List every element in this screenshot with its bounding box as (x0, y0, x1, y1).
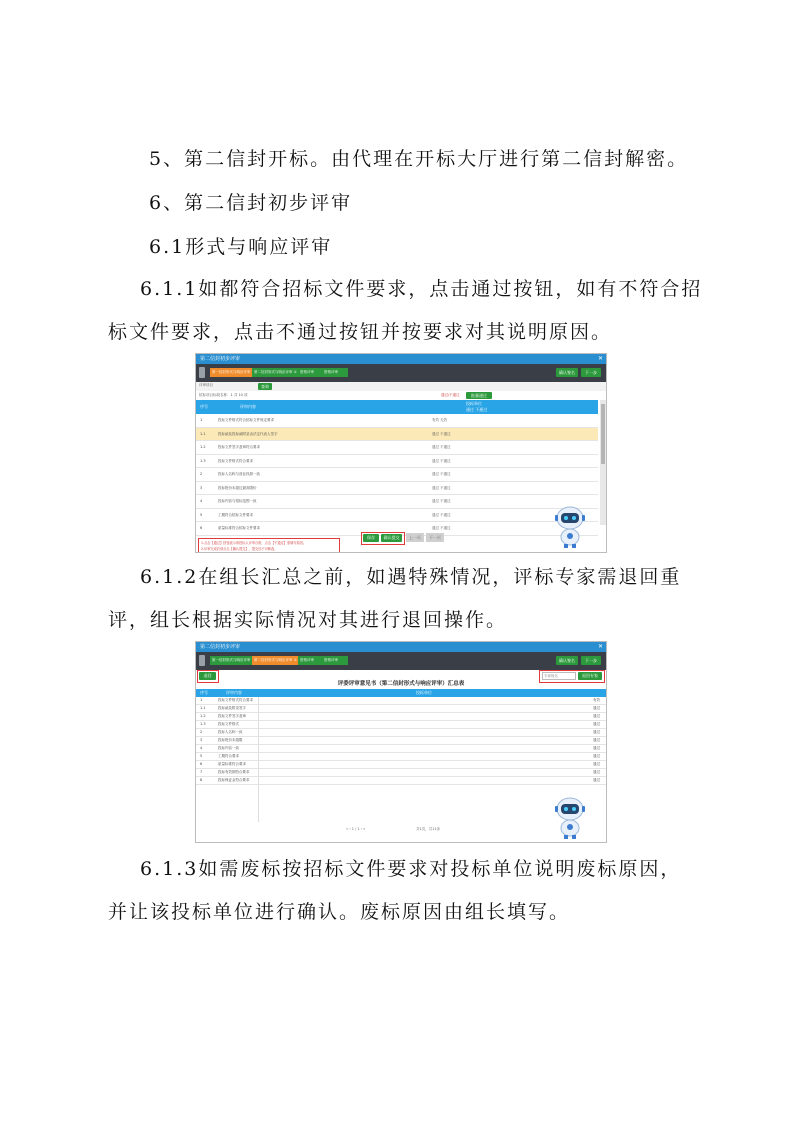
col-content: 评审内容 (240, 404, 256, 409)
row-number: 1.2 (200, 714, 206, 718)
row-number: 1 (200, 418, 203, 422)
row-content: 投标文件格式符合要求 (218, 458, 253, 463)
col-bidder-2: 投标单位 (416, 690, 432, 695)
toolbar-2 (196, 652, 606, 670)
pass-fail-radio[interactable]: 通过 不通过 (432, 472, 451, 476)
pass-fail-radio[interactable]: 有效 无效 (432, 418, 448, 422)
row-result: 通过 (593, 738, 600, 742)
tab-qualification-2[interactable]: 资格评审 (322, 368, 348, 377)
row-number: 1.3 (200, 722, 206, 726)
filter-bar (196, 382, 606, 391)
info-text: 招标项目标段名称：1 共 10 项 (199, 393, 248, 397)
row-number: 4 (200, 499, 203, 503)
row-content: 投标文件签字盖章 (218, 714, 246, 718)
summary-table-header (196, 689, 606, 697)
row-content: 投标文件格式符合招标文件规定要求 (218, 418, 274, 422)
pagination[interactable]: « ‹ 1 / 1 › » (346, 827, 366, 831)
row-content: 投标报价未超限 (218, 738, 243, 742)
row-content: 质量标准符合招标文件要求 (218, 526, 260, 530)
column-divider (258, 697, 259, 822)
tab-qualification[interactable]: 资格评审 (298, 368, 324, 377)
row-result: 通过 (593, 762, 600, 766)
return-button[interactable]: 退回 (199, 672, 216, 680)
col-content-2: 评审内容 (226, 690, 242, 695)
row-content: 投标函及投标函附录由法定代表人签字 (218, 431, 278, 436)
pass-fail-radio[interactable]: 通过 不通过 (432, 485, 451, 490)
confirm-sign-button-2[interactable]: 确认签名 (556, 656, 578, 665)
col-no-2: 序号 (200, 690, 208, 695)
step-6-1-text: 6.1形式与响应评审 (149, 236, 333, 258)
note-2: 2.评审完成后请点击【确认提交】，提交后不可修改。 (201, 547, 278, 551)
save-button[interactable]: 保存 (363, 534, 379, 542)
table-row (196, 509, 598, 523)
step-6-1-3-line1: 6.1.3如需废标按招标文件要求对投标单位说明废标原因， (140, 858, 682, 880)
row-result: 通过 (593, 754, 600, 758)
row-number: 6 (200, 762, 203, 766)
pass-fail-radio[interactable]: 通过 不通过 (432, 526, 451, 530)
row-content: 投标有效期符合要求 (218, 770, 250, 774)
row-number: 6 (200, 526, 203, 530)
prev-page-button[interactable]: 上一页 (406, 533, 424, 542)
row-number: 1.3 (200, 458, 206, 463)
row-content: 投标函及附录签字 (218, 706, 246, 710)
tab-first-envelope[interactable]: 第一信封形式与响应评审 (210, 368, 254, 377)
step-6-1-2-line1: 6.1.2在组长汇总之前，如遇特殊情况，评标专家需退回重 (140, 566, 682, 588)
next-page-button[interactable]: 下一页 (426, 533, 444, 542)
step-6-1-2-line2: 评，组长根据实际情况对其进行退回操作。 (108, 609, 508, 631)
row-result: 通过 (593, 706, 600, 710)
confirm-sign-button[interactable]: 确认签名 (556, 368, 578, 377)
row-content: 投标文件格式符合要求 (218, 698, 253, 702)
table-row (196, 428, 598, 442)
row-result: 通过 (593, 770, 600, 774)
row-content: 投标报价未超过最高限价 (218, 485, 257, 490)
pagination-info: 共1页，共11条 (416, 827, 441, 831)
submit-area (361, 532, 405, 545)
row-content: 投标人名称与营业执照一致 (218, 472, 260, 476)
app-icon (199, 367, 205, 378)
robot-mascot-icon (553, 795, 587, 843)
step-5-text: 5、第二信封开标。由代理在开标大厅进行第二信封解密。 (149, 148, 689, 170)
window-title: 第二信封初步评审 (200, 356, 241, 362)
row-result: 有效 (593, 698, 600, 702)
tab-second-envelope[interactable]: 第二信封形式与响应评审 ① (252, 368, 300, 377)
window-titlebar-2 (196, 642, 606, 652)
close-icon[interactable]: ✕ (597, 643, 603, 650)
row-content: 工期符合招标文件要求 (218, 512, 253, 517)
batch-pass-button[interactable]: 批量通过 (466, 392, 492, 399)
row-content: 工期符合要求 (218, 754, 239, 758)
confirm-submit-button[interactable]: 确认提交 (381, 534, 402, 542)
col-sub-header: 通过 不通过 (466, 407, 488, 412)
legend-text: 通过/不通过 (441, 393, 460, 397)
step-6-1-1-line1: 6.1.1如都符合招标文件要求，点击通过按钮，如有不符合招 (140, 278, 703, 300)
row-number: 2 (200, 730, 203, 734)
row-content: 质量标准符合要求 (218, 762, 246, 766)
window-titlebar (196, 354, 606, 364)
notes-box (198, 538, 340, 553)
col-no: 序号 (200, 404, 208, 409)
step-6-text: 6、第二信封初步评审 (149, 192, 353, 214)
row-number: 8 (200, 778, 203, 782)
scrollbar[interactable] (600, 400, 606, 525)
row-result: 通过 (593, 778, 600, 782)
col-bidder: 投标单位 (466, 401, 482, 406)
table-row (196, 441, 598, 455)
row-content: 投标内容一致 (218, 746, 239, 750)
row-result: 通过 (593, 746, 600, 750)
tab-second-envelope-2[interactable]: 第二信封形式与响应评审 ① (252, 656, 300, 665)
row-number: 1.1 (200, 706, 206, 710)
next-step-button-2[interactable]: 下一步 (581, 656, 601, 665)
window-title-2: 第二信封初步评审 (200, 644, 241, 650)
row-result: 通过 (593, 722, 600, 726)
filter-label: 评审项目 (199, 383, 213, 387)
row-number: 5 (200, 512, 203, 517)
toolbar (196, 364, 606, 382)
row-number: 2 (200, 472, 203, 476)
pass-fail-radio[interactable]: 通过 不通过 (432, 512, 451, 517)
row-number: 7 (200, 770, 203, 774)
pass-fail-radio[interactable]: 通过 不通过 (432, 431, 451, 436)
info-bar (196, 391, 606, 400)
query-button[interactable]: 查询 (258, 383, 272, 390)
review-screenshot (195, 353, 607, 553)
summary-table-title: 评委评审意见书（第二信封形式与响应评审）汇总表 (337, 681, 465, 687)
app-icon (199, 655, 205, 666)
row-content: 投标内容与招标范围一致 (218, 499, 257, 503)
row-content: 投标保证金符合要求 (218, 778, 250, 782)
table-row (196, 495, 598, 509)
pass-fail-radio[interactable]: 通过 不通过 (432, 458, 451, 463)
row-number: 5 (200, 754, 203, 758)
row-number: 4 (200, 746, 203, 750)
row-number: 3 (200, 485, 203, 490)
note-1: 1.点击【通过】按钮表示该投标人评审合格，点击【不通过】需填写原因。 (201, 541, 307, 545)
return-screenshot (195, 641, 607, 843)
pass-fail-radio[interactable]: 通过 不通过 (432, 445, 451, 449)
step-6-1-1-line2: 标文件要求，点击不通过按钮并按要求对其说明原因。 (108, 321, 613, 343)
next-step-button[interactable]: 下一步 (581, 368, 601, 377)
row-result: 通过 (593, 730, 600, 734)
table-row (196, 482, 598, 496)
row-content: 投标人名称一致 (218, 730, 243, 734)
row-number: 1.2 (200, 445, 206, 449)
step-6-1-3-line2: 并让该投标单位进行确认。废标原因由组长填写。 (108, 901, 571, 923)
row-content: 投标文件格式 (218, 722, 239, 726)
table-header (196, 400, 598, 414)
table-row (196, 414, 598, 428)
tab-qualification-3[interactable]: 资格评审 (298, 656, 324, 665)
row-result: 通过 (593, 714, 600, 718)
row-number: 3 (200, 738, 203, 742)
table-row (196, 455, 598, 469)
row-number: 1.1 (200, 431, 206, 436)
table-row (196, 468, 598, 482)
robot-mascot-icon (553, 504, 587, 552)
row-number: 1 (200, 698, 203, 702)
return-expert-button[interactable]: 退回专家 (578, 672, 602, 680)
tab-qualification-4[interactable]: 资格评审 (322, 656, 348, 665)
pass-fail-radio[interactable]: 通过 不通过 (432, 499, 451, 503)
row-content: 投标文件签字盖章符合要求 (218, 445, 260, 449)
tab-first-envelope-2[interactable]: 第一信封形式与响应评审 (210, 656, 254, 665)
close-icon[interactable]: ✕ (597, 355, 603, 362)
